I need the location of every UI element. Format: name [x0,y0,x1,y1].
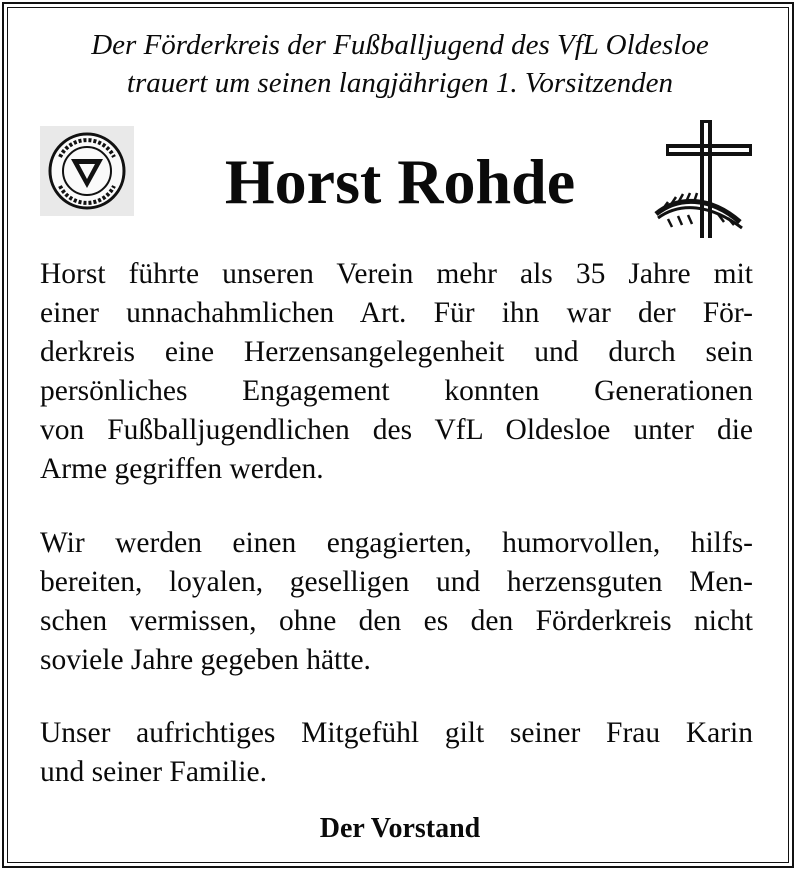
paragraph-line: bereiten, loyalen, geselligen und herzensguten Men- [40,566,753,598]
header-line-2: trauert um seinen langjährigen 1. Vorsitzenden [126,67,674,99]
paragraph-line: persönliches Engagement konnten Generationen [40,375,753,407]
paragraph-line: soviele Jahre gegeben hätte. [40,644,371,676]
paragraph-line: einer unnachahmlichen Art. Für ihn war der För- [40,297,753,329]
paragraph-2 [40,524,753,680]
header [0,26,800,102]
signature: Der Vorstand [319,813,481,844]
paragraph-line: Wir werden einen engagierten, humorvollen, hilfs- [40,527,753,559]
cross-graphic [648,118,754,242]
paragraph-line: schen vermissen, ohne den es den Förderkreis nicht [40,605,753,637]
paragraph-line: und seiner Familie. [40,756,267,788]
paragraph-line: von Fußballjugendlichen des VfL Oldesloe unter die [40,414,753,446]
paragraph-line: Horst führte unseren Verein mehr als 35 Jahre mit [40,258,753,290]
header-line-1: Der Förderkreis der Fußballjugend des VfL Oldesloe [91,29,709,61]
paragraph-1 [40,255,753,489]
paragraph-3 [40,714,753,792]
cross-with-palm-icon [648,118,754,242]
paragraph-line: Arme gegriffen werden. [40,453,324,485]
paragraph-line: Unser aufrichtiges Mitgefühl gilt seiner Frau Karin [40,717,753,749]
deceased-name: Horst Rohde [224,146,576,217]
paragraph-line: derkreis eine Herzensangelegenheit und durch sein [40,336,753,368]
